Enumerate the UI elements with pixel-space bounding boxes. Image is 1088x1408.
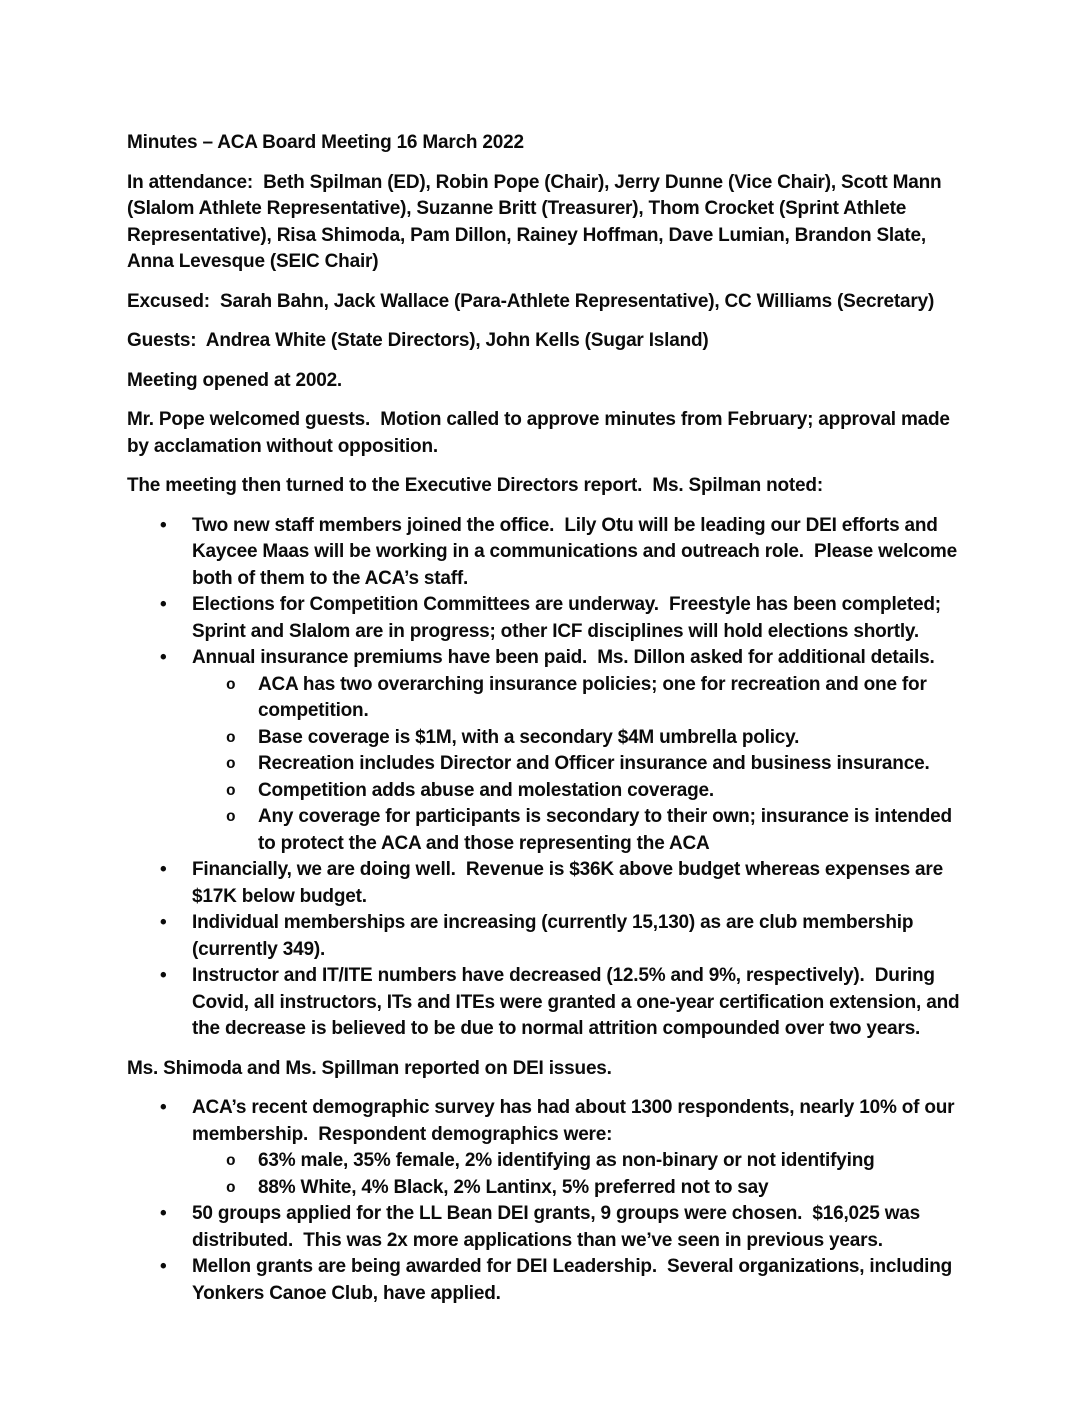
paragraph: Ms. Shimoda and Ms. Spillman reported on DEI issues.	[127, 1057, 612, 1079]
bullet-item	[127, 910, 961, 963]
bullet-item	[127, 1254, 961, 1307]
sub-bullet-item	[127, 804, 961, 857]
circle-marker: o	[226, 781, 236, 800]
bullet-item	[127, 1095, 961, 1148]
bullet-marker: •	[160, 859, 167, 880]
bullet-item	[127, 513, 961, 593]
bullet-text: Two new staff members joined the office. Lily Otu will be leading our DEI efforts and Kaycee Maas will be working in a communications and outreach role. Please welcome both of them to the ACA’s staff.	[192, 514, 963, 589]
sub-bullet-text: Competition adds abuse and molestation coverage.	[258, 779, 714, 801]
circle-marker: o	[226, 808, 236, 826]
bullet-item	[127, 857, 961, 910]
bullet-item	[127, 1201, 961, 1254]
circle-marker: o	[226, 755, 236, 773]
sub-bullet-item	[127, 751, 961, 778]
sub-bullet-text: Base coverage is $1M, with a secondary $4M umbrella policy.	[258, 726, 800, 748]
bullet-list	[127, 513, 965, 1043]
paragraph: Mr. Pope welcomed guests. Motion called to approve minutes from February; approval made by acclamation without opposition.	[127, 409, 955, 457]
bullet-text: Instructor and IT/ITE numbers have decreased (12.5% and 9%, respectively). During Covid, all instructors, ITs and ITEs were granted a one-year certification extension, and the decrease is believed to be due to normal attrition compounded over two years.	[192, 965, 965, 1039]
paragraph: Meeting opened at 2002.	[127, 369, 343, 391]
bullet-item	[127, 645, 961, 672]
bullet-text: Financially, we are doing well. Revenue is $36K above budget whereas expenses are $17K below budget.	[192, 859, 949, 907]
sub-bullet-item	[127, 725, 961, 752]
paragraph: In attendance: Beth Spilman (ED), Robin Pope (Chair), Jerry Dunne (Vice Chair), Scott Mann (Slalom Athlete Representative), Suzanne Britt (Treasurer), Thom Crocket (Sprint Athlete Representative), Risa Shimoda, Pam Dillon, Rainey Hoffman, Dave Lumian, Brandon Slate, Anna Levesque (SEIC Chair)	[127, 171, 947, 272]
circle-marker: o	[226, 1152, 236, 1170]
bullet-text: Individual memberships are increasing (currently 15,130) as are club membership (currently 349).	[192, 912, 919, 960]
document-title: Minutes – ACA Board Meeting 16 March 2022	[127, 132, 524, 153]
sub-bullet-text: Recreation includes Director and Officer insurance and business insurance.	[258, 753, 930, 774]
sub-bullet-item	[127, 672, 961, 725]
paragraph: Guests: Andrea White (State Directors), John Kells (Sugar Island)	[127, 330, 709, 351]
sub-bullet-item	[127, 1175, 961, 1202]
bullet-item	[127, 592, 961, 645]
circle-marker: o	[226, 728, 236, 747]
bullet-item	[127, 963, 965, 1043]
document-body	[127, 170, 965, 1308]
circle-marker: o	[226, 1178, 236, 1197]
bullet-text: 50 groups applied for the LL Bean DEI grants, 9 groups were chosen. $16,025 was distributed. This was 2x more applications than we’ve seen in previous years.	[192, 1203, 926, 1251]
bullet-marker: •	[160, 1256, 167, 1277]
bullet-text: Elections for Competition Committees are underway. Freestyle has been completed; Sprint and Slalom are in progress; other ICF disciplines will hold elections shortly.	[192, 594, 947, 642]
bullet-list	[127, 1095, 961, 1307]
bullet-marker: •	[160, 1097, 167, 1118]
bullet-marker: •	[160, 965, 167, 986]
paragraph: The meeting then turned to the Executive Directors report. Ms. Spilman noted:	[127, 475, 823, 496]
bullet-text: ACA’s recent demographic survey has had about 1300 respondents, nearly 10% of our membership. Respondent demographics were:	[192, 1097, 960, 1145]
sub-bullet-text: Any coverage for participants is secondary to their own; insurance is intended to protect the ACA and those representing the ACA	[258, 806, 957, 854]
bullet-marker: •	[160, 1203, 167, 1224]
paragraph: Excused: Sarah Bahn, Jack Wallace (Para-Athlete Representative), CC Williams (Secretary)	[127, 290, 935, 312]
sub-bullet-text: 88% White, 4% Black, 2% Lantinx, 5% preferred not to say	[258, 1176, 769, 1198]
bullet-marker: •	[160, 647, 167, 668]
bullet-marker: •	[160, 514, 167, 536]
sub-bullet-item	[127, 778, 961, 805]
circle-marker: o	[226, 675, 236, 694]
bullet-marker: •	[160, 594, 167, 615]
bullet-text: Mellon grants are being awarded for DEI Leadership. Several organizations, including Yonkers Canoe Club, have applied.	[192, 1256, 957, 1304]
bullet-text: Annual insurance premiums have been paid. Ms. Dillon asked for additional details.	[192, 647, 935, 668]
bullet-marker: •	[160, 912, 167, 933]
sub-bullet-item	[127, 1148, 961, 1175]
sub-bullet-text: ACA has two overarching insurance policies; one for recreation and one for competition.	[258, 673, 932, 721]
sub-bullet-text: 63% male, 35% female, 2% identifying as non-binary or not identifying	[258, 1150, 875, 1171]
